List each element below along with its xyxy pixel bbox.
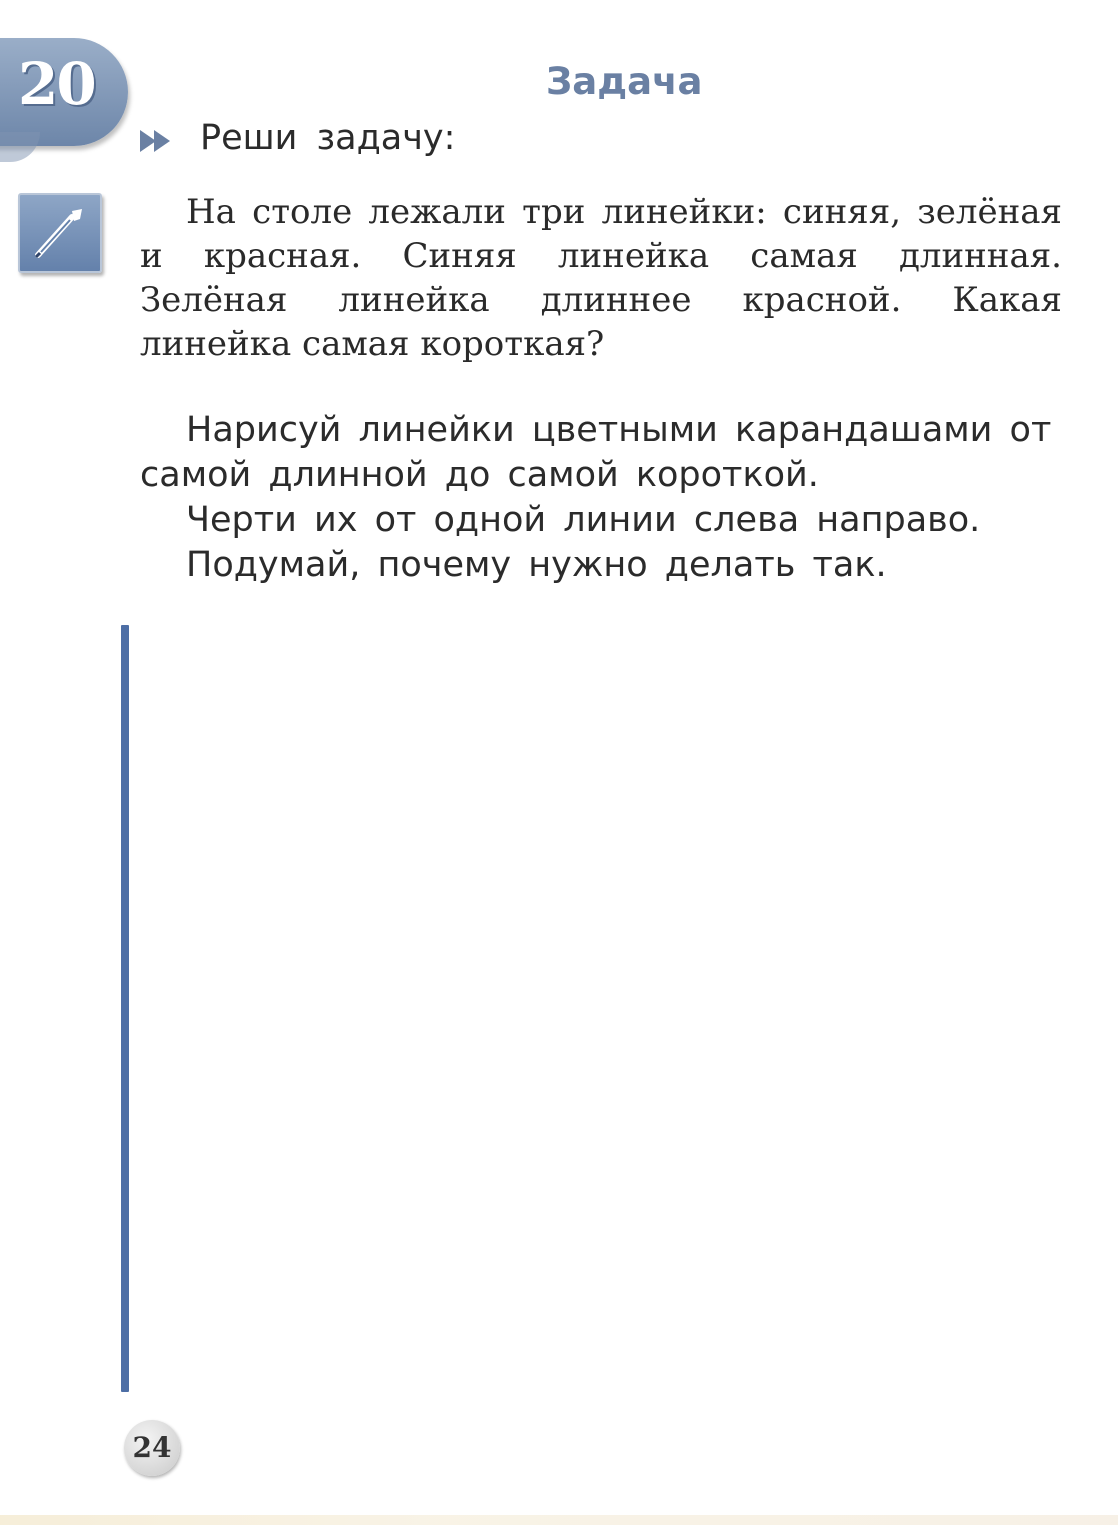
double-arrow-icon — [140, 128, 180, 154]
lesson-number-tab — [0, 38, 128, 146]
task-line: Черти их от одной линии слева направо. — [186, 500, 981, 540]
page-title: Задача — [546, 60, 703, 103]
problem-text: На столе лежали три линейки: синяя, зелёная и красная. Синяя линейка самая длинная. Зелёная линейка длиннее красной. Какая линейка самая короткая? — [140, 192, 1062, 364]
page-bottom-edge — [0, 1515, 1118, 1525]
lesson-number: 20 — [18, 50, 95, 118]
pencil-icon — [28, 201, 90, 263]
blue-ruler-line — [121, 625, 129, 1392]
drawing-area[interactable] — [118, 622, 1098, 1402]
pencil-icon-box — [18, 193, 102, 273]
task-line: Подумай, почему нужно делать так. — [186, 545, 887, 585]
instruction-text: Реши задачу: — [200, 118, 456, 158]
task-line: Нарисуй линейки цветными карандашами от самой длинной до самой короткой. — [140, 410, 1052, 495]
task-instructions — [140, 408, 1062, 588]
page-number: 24 — [124, 1420, 180, 1476]
